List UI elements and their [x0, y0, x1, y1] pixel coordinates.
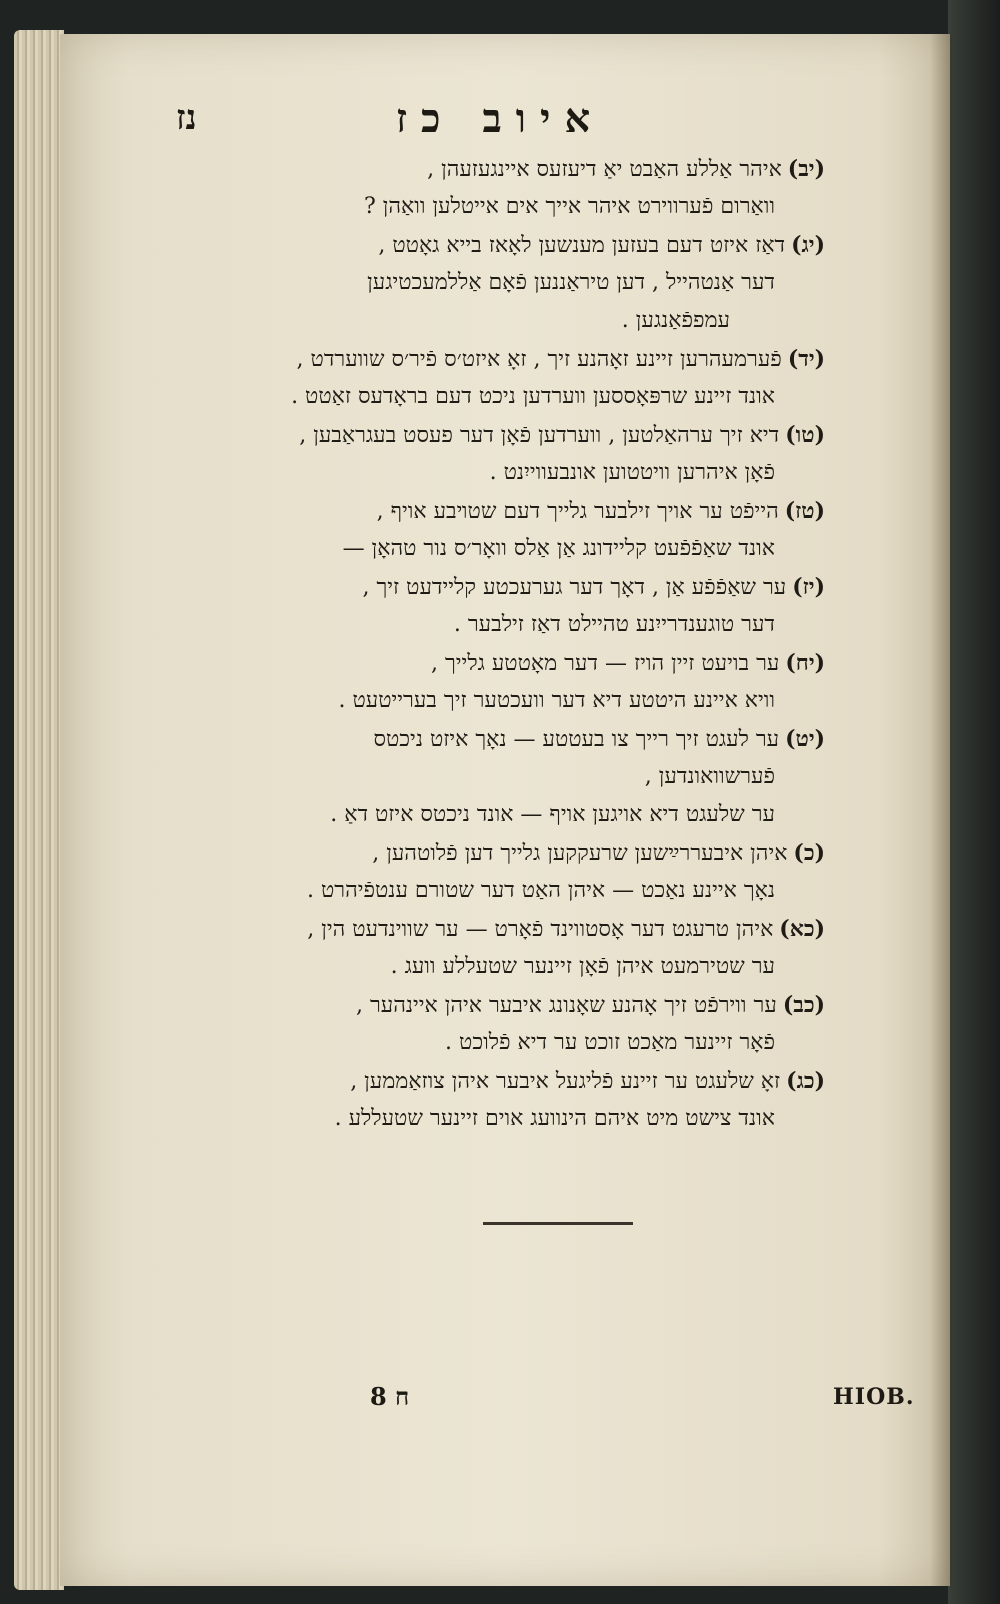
gutter-shadow — [930, 34, 952, 1586]
verse-number: (כב) — [782, 992, 825, 1018]
verse-line: (יב)איהר אַללע האַבט יאַ דיעזעס איינגעזעהן , — [427, 156, 825, 182]
verse-line: (כב)ער ווירפֿט זיך אָהנע שאָנונג איבער איהן איינהער , — [355, 992, 825, 1018]
running-header-title: איוב כז — [395, 95, 605, 142]
verse-number: (כ) — [793, 840, 825, 866]
verse-number: (יח) — [785, 650, 825, 676]
verse-line: פֿערשוואונדען , — [644, 764, 775, 789]
verse-line: (טו)דיא זיך ערהאַלטען , ווערדען פֿאָן דער פעסט בעגראַבען , — [299, 422, 825, 448]
verse-number: (יז) — [792, 574, 825, 600]
verse-number: (יב) — [787, 156, 825, 182]
verse-line: אונד שאַפֿפֿעט קליידונג אַן אַלס וואָר׳ס נור טהאָן — — [342, 536, 775, 561]
verse-line: עמפפֿאַנגען . — [621, 308, 730, 333]
verse-line: דער אַנטהייל , דען טיראַננען פֿאָם אַללמעכטיגען — [367, 270, 775, 295]
verse-line: (כג)זאָ שלעגט ער זיינע פֿליגעל איבער איהן צוזאַממען , — [350, 1068, 825, 1094]
verse-line: (טז)הייפֿט ער אויך זילבער גלייך דעם שטױבע אויף , — [376, 498, 825, 524]
verse-line: אונד צישט מיט איהם הינוועג אוים זיינער שטעללע . — [334, 1106, 775, 1131]
signature-mark: ח 8 — [370, 1382, 410, 1411]
verse-line: ער שטירמעט איהן פֿאָן זיינער שטעללע וועג . — [390, 954, 775, 979]
page-number: נז — [176, 98, 197, 138]
verse-line: פֿאָן איהרען וויטטוען אונבעווייִנט . — [489, 460, 775, 485]
verse-number: (טז) — [784, 498, 825, 524]
verse-number: (כג) — [786, 1068, 825, 1094]
verse-number: (טו) — [785, 422, 825, 448]
end-rule-divider — [483, 1222, 633, 1225]
verse-line: דער טוגענדרייִנע טהיילט דאַז זילבער . — [453, 612, 775, 637]
verse-line: (כא)איהן טרעגט דער אָסטווינד פֿאָרט — ער שווינדעט הין , — [307, 916, 825, 942]
verse-line: פֿאָר זיינער מאַכט זוכט ער דיא פֿלוכט . — [445, 1030, 775, 1055]
verse-line: אונד זיינע שרפּאָססען ווערדען ניכט דעם בראָדעס זאַטט . — [291, 384, 775, 409]
verse-line: (יז)ער שאַפֿפֿע אַן , דאָך דער גערעכטע קליידעט זיך , — [362, 574, 825, 600]
verse-text-block — [285, 150, 825, 1138]
verse-line: (כ)איהן איבעררײַשען שרעקקען גלייך דען פֿלוטהען , — [372, 840, 825, 866]
book-cover-edge — [948, 0, 1000, 1604]
page-stack-edges — [14, 30, 64, 1590]
verse-line: וואַרום פֿערווירט איהר אייך אים אייטלען וואַהן ? — [363, 194, 775, 219]
verse-line: ער שלעגט דיא אויגען אויף — אונד ניכטס איזט דאַ . — [330, 802, 775, 827]
verse-number: (יט) — [785, 726, 825, 752]
running-footer-title: HIOB. — [833, 1384, 915, 1410]
verse-line: (יד)פֿערמעהרען זיינע זאָהנע זיך , זאָ איזט׳ס פֿיר׳ס שווערדט , — [296, 346, 825, 372]
verse-number: (יג) — [791, 232, 825, 258]
verse-number: (כא) — [779, 916, 825, 942]
verse-line: נאָך איינע נאַכט — איהן האַט דער שטורם ענטפֿיהרט . — [306, 878, 775, 903]
verse-line: וויא איינע היטטע דיא דער וועכטער זיך בערייטעט . — [338, 688, 775, 713]
verse-number: (יד) — [787, 346, 825, 372]
verse-line: (יט)ער לעגט זיך רייך צו בעטטע — נאָך איזט ניכטס — [373, 726, 825, 752]
verse-line: (יח)ער בויעט זיין הויז — דער מאָטטע גלייך , — [430, 650, 825, 676]
verse-line: (יג)דאַז איזט דעם בעזען מענשען לאָאז בייא גאָטט , — [378, 232, 825, 258]
